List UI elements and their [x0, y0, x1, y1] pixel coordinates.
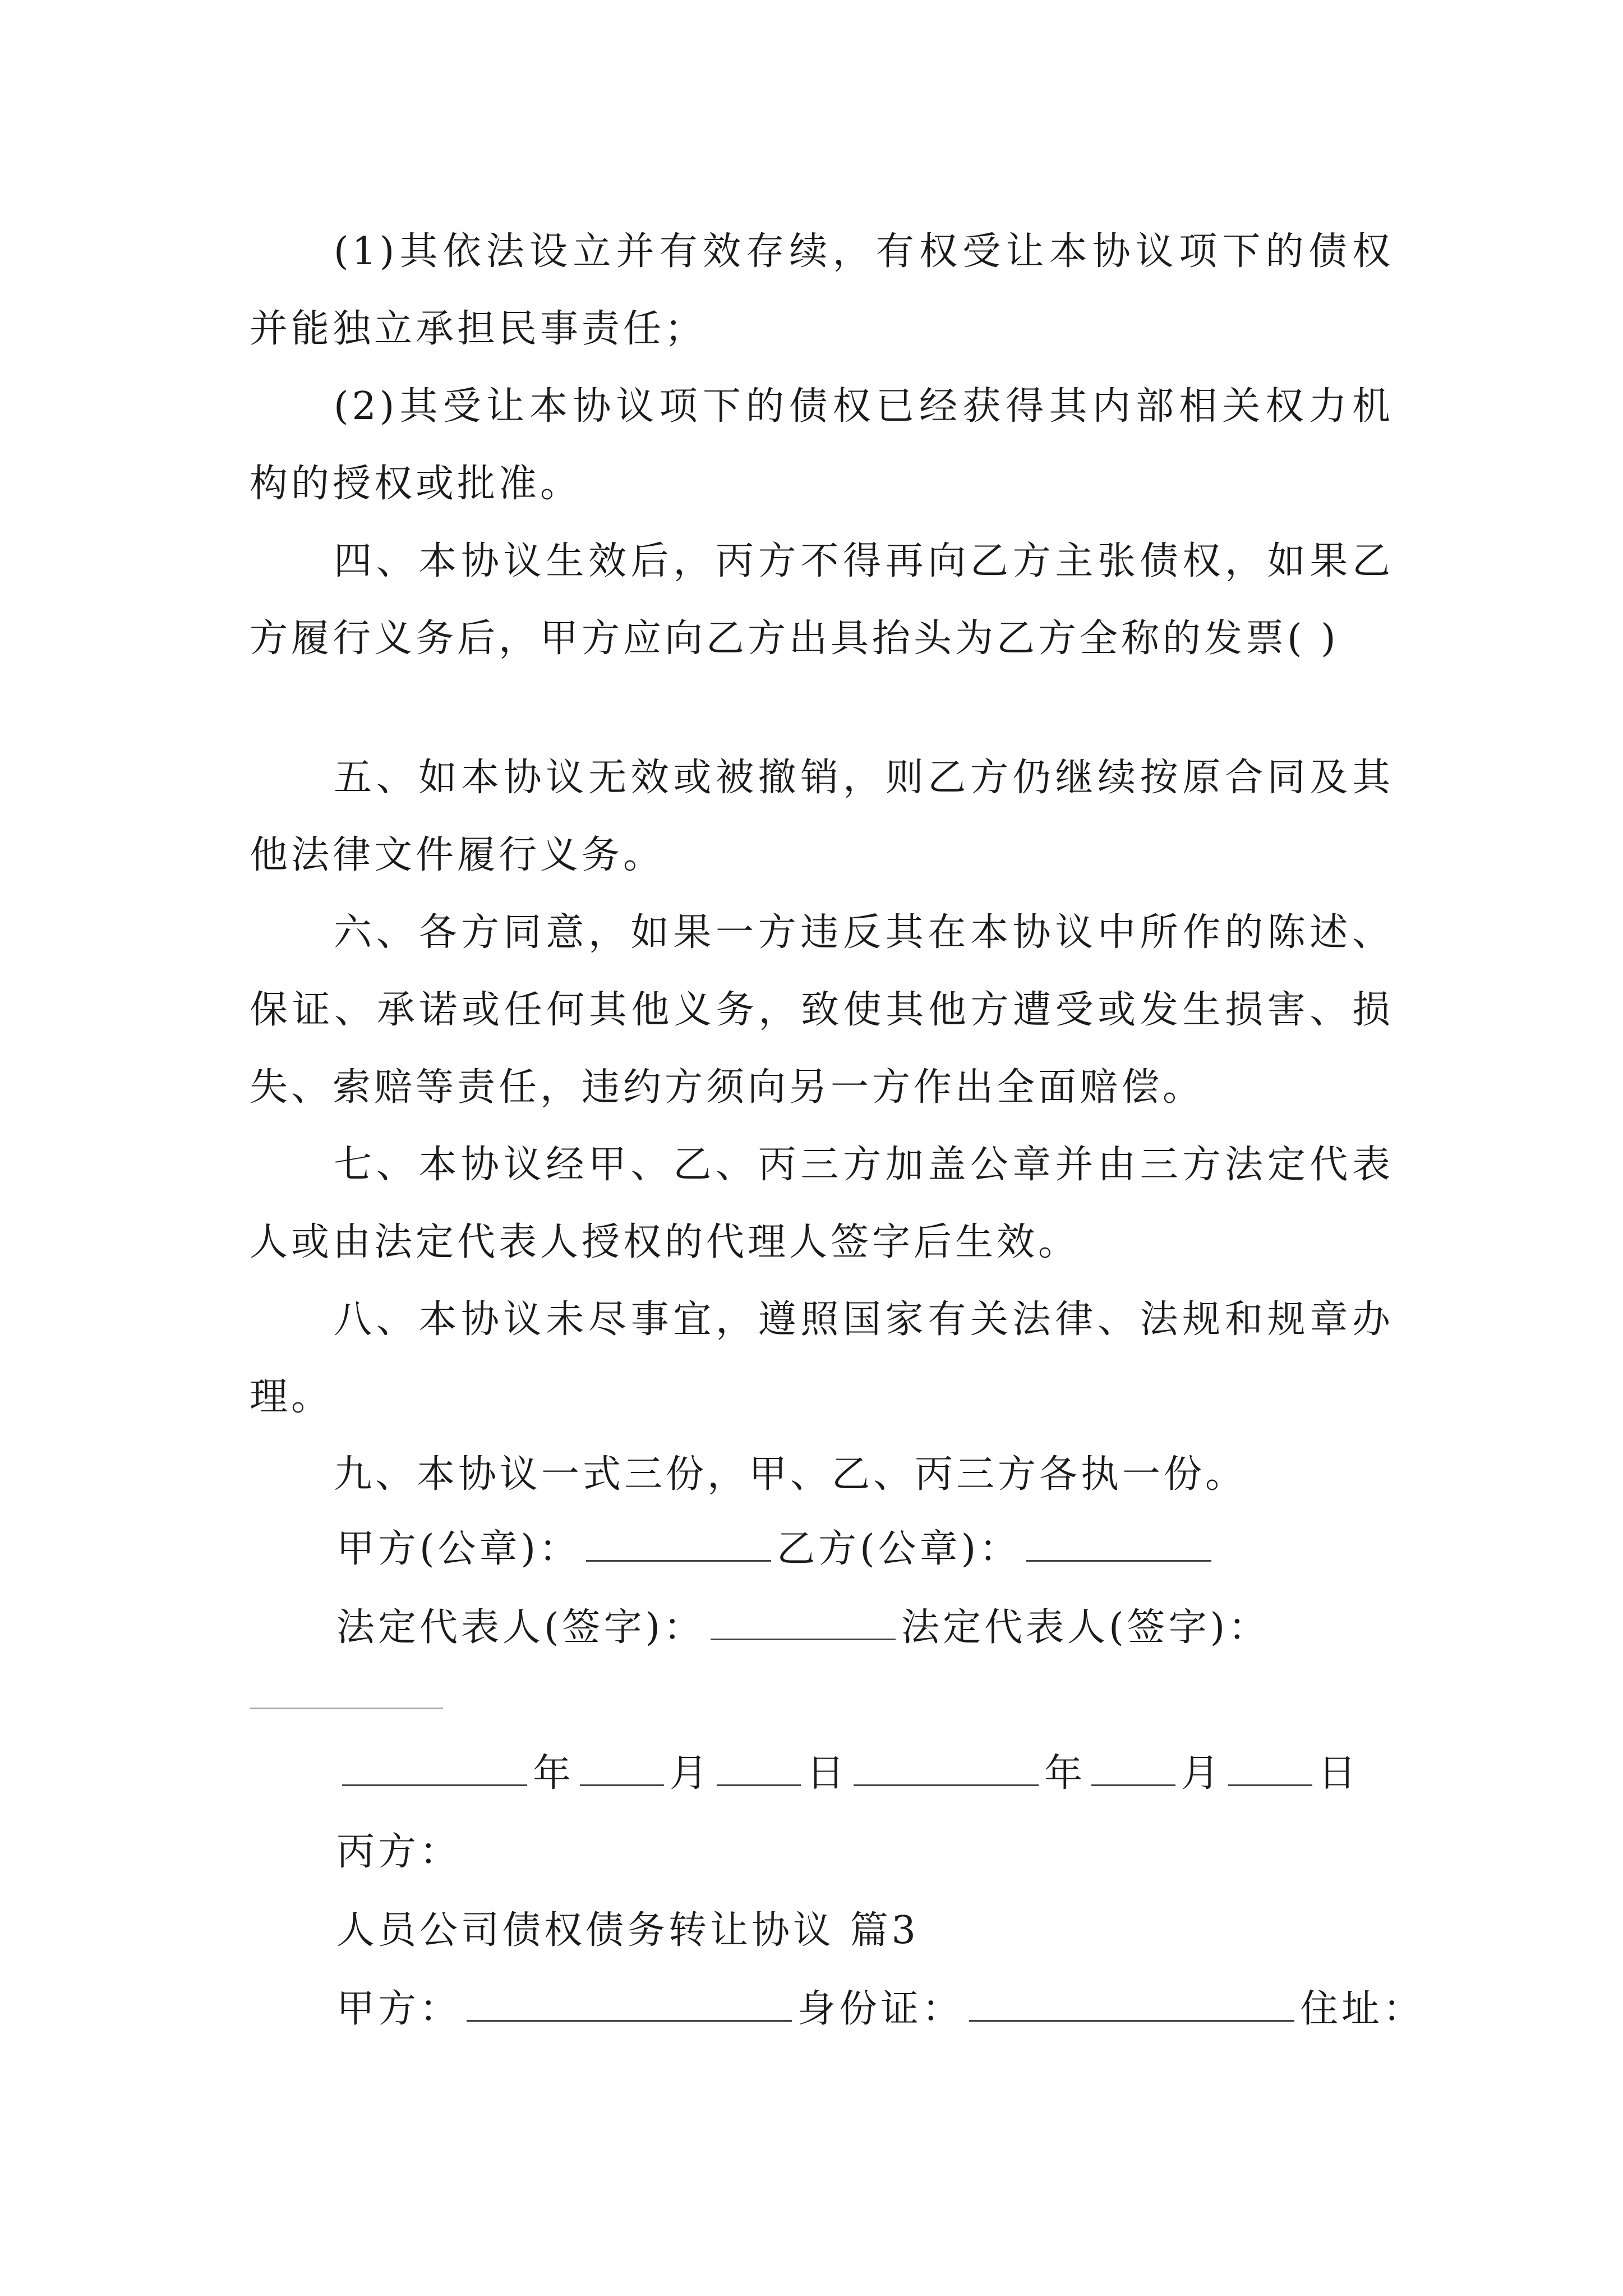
date-b-month-label: 月	[1181, 1751, 1223, 1796]
paragraph-clause-9: 九、本协议一式三份，甲、乙、丙三方各执一份。	[334, 1452, 1247, 1497]
date-b-year-blank[interactable]	[854, 1782, 1039, 1786]
date-a-day-blank[interactable]	[717, 1782, 801, 1786]
address-label: 住址：	[1300, 1987, 1425, 2031]
party-b-seal-label: 乙方(公章)：	[777, 1527, 1021, 1571]
legal-rep-a-label: 法定代表人(签字)：	[336, 1605, 706, 1650]
date-a-day-label: 日	[806, 1751, 849, 1796]
date-a-year-blank[interactable]	[342, 1782, 527, 1786]
paragraph-clause-3-2: (2)其受让本协议项下的债权已经获得其内部相关权力机构的授权或批准。	[250, 384, 1394, 506]
paragraph-clause-4: 四、本协议生效后，丙方不得再向乙方主张债权，如果乙方履行义务后，甲方应向乙方出具抬头为乙方全称的发票( )	[250, 539, 1394, 661]
party-c-line	[336, 1824, 461, 1880]
party-c-label: 丙方：	[336, 1830, 462, 1874]
date-a-month-blank[interactable]	[580, 1782, 664, 1786]
paragraph-clause-8: 八、本协议未尽事宜，遵照国家有关法律、法规和规章办理。	[250, 1297, 1394, 1419]
date-b-year-label: 年	[1044, 1751, 1086, 1796]
seal-line	[336, 1521, 1217, 1577]
date-a-year-label: 年	[533, 1751, 575, 1796]
date-b-month-blank[interactable]	[1091, 1782, 1175, 1786]
legal-rep-b-blank[interactable]	[250, 1708, 443, 1709]
party-a-seal-blank[interactable]	[586, 1558, 771, 1562]
party-a-form-label: 甲方：	[336, 1987, 462, 2031]
paragraph-clause-6: 六、各方同意，如果一方违反其在本协议中所作的陈述、保证、承诺或任何其他义务，致使其他方遭受或发生损害、损失、索赔等责任，违约方须向另一方作出全面赔偿。	[250, 910, 1394, 1110]
date-b-day-label: 日	[1318, 1751, 1360, 1796]
party-a-seal-label: 甲方(公章)：	[336, 1527, 581, 1571]
date-a-month-label: 月	[670, 1751, 712, 1796]
id-card-blank[interactable]	[969, 2018, 1294, 2022]
party-b-seal-blank[interactable]	[1026, 1558, 1211, 1562]
paragraph-clause-3-1: (1)其依法设立并有效存续，有权受让本协议项下的债权并能独立承担民事责任；	[250, 229, 1394, 351]
party-a-form-line	[336, 1981, 1424, 2037]
paragraph-clause-7: 七、本协议经甲、乙、丙三方加盖公章并由三方法定代表人或由法定代表人授权的代理人签字后生效。	[250, 1143, 1394, 1264]
legal-rep-line	[336, 1600, 1270, 1656]
paragraph-clause-5: 五、如本协议无效或被撤销，则乙方仍继续按原合同及其他法律文件履行义务。	[250, 756, 1394, 877]
section-title: 人员公司债权债务转让协议 篇3	[336, 1908, 919, 1953]
legal-rep-a-blank[interactable]	[711, 1636, 896, 1640]
date-line	[336, 1746, 1359, 1802]
party-a-name-blank[interactable]	[467, 2018, 792, 2022]
id-card-label: 身份证：	[797, 1987, 964, 2031]
legal-rep-b-label: 法定代表人(签字)：	[901, 1605, 1270, 1650]
date-b-day-blank[interactable]	[1228, 1782, 1312, 1786]
